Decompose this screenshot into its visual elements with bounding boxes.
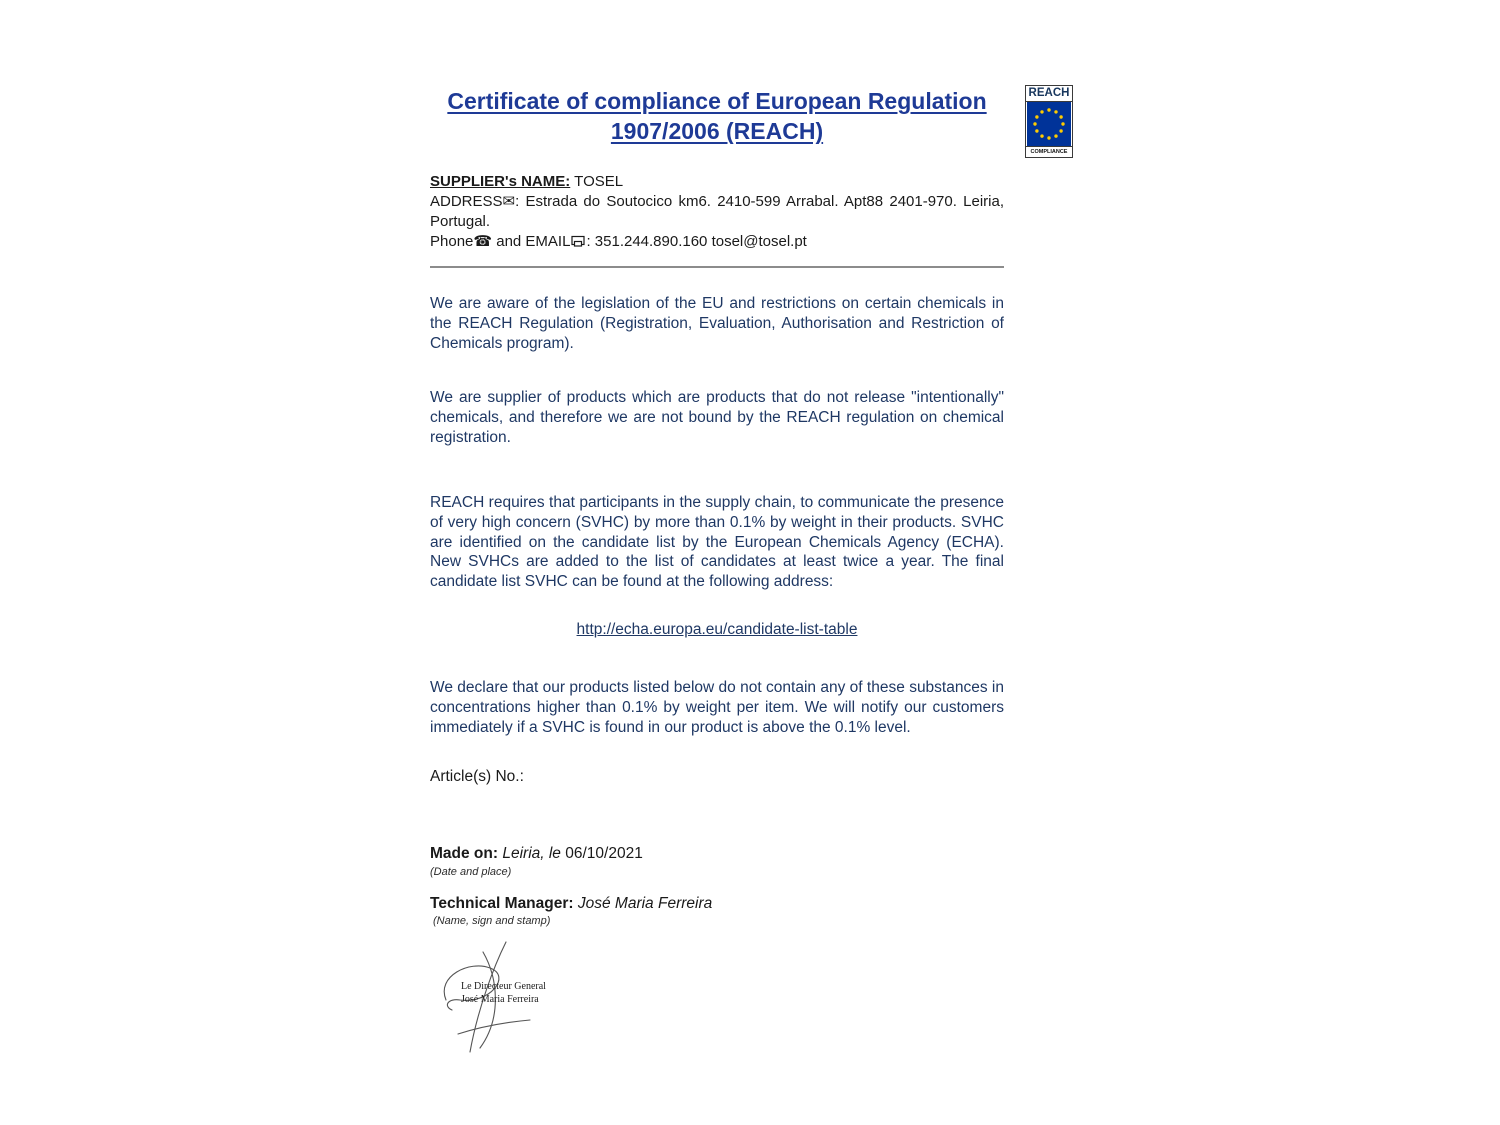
title-line-2: 1907/2006 (REACH) <box>610 118 824 144</box>
paragraph-awareness: We are aware of the legislation of the EU and restrictions on certain chemicals in the REACH Regulation (Registration, Evaluation, Authorisation and Restriction of Chemicals program). <box>430 295 1004 352</box>
eu-flag-icon <box>1026 102 1072 146</box>
supplier-name-value: TOSEL <box>574 173 624 190</box>
stamp-line-1: Le Directeur General <box>461 981 546 992</box>
candidate-list-link[interactable]: http://echa.europa.eu/candidate-list-table <box>576 621 858 638</box>
made-on-line <box>430 845 1004 863</box>
signature-block <box>428 938 588 1058</box>
paragraph-reach-requirements: REACH requires that participants in the supply chain, to communicate the presence of very high concern (SVHC) by more than 0.1% by weight in their products. SVHC are identified on the candidate list by the European Chemicals Agency (ECHA). New SVHCs are added to the list of candidates at least twice a year. The final candidate list SVHC can be found at the following address: <box>430 494 1004 591</box>
made-on-subnote: (Date and place) <box>430 866 512 878</box>
paragraph-declaration: We declare that our products listed below do not contain any of these substances in concentrations higher than 0.1% by weight per item. We will notify our customers immediately if a SVHC is found in our product is above the 0.1% level. <box>430 679 1004 736</box>
phone-icon: ☎ <box>473 233 493 250</box>
divider <box>430 266 1004 268</box>
supplier-block <box>430 172 1004 252</box>
reach-compliance-logo <box>1025 85 1073 158</box>
page-title <box>430 86 1004 146</box>
made-on-label: Made on: <box>430 845 499 862</box>
email-device-icon <box>571 235 585 248</box>
title-line-1: Certificate of compliance of European Regulation <box>447 88 987 114</box>
supplier-address-line <box>430 192 1004 232</box>
stamp-line-2: José Maria Ferreira <box>461 994 539 1005</box>
address-label: ADDRESS <box>430 193 503 210</box>
made-on-date: 06/10/2021 <box>565 845 643 862</box>
supplier-name-line <box>430 172 1004 192</box>
contact-value: : 351.244.890.160 tosel@tosel.pt <box>586 233 807 250</box>
technical-manager-name: José Maria Ferreira <box>577 895 713 912</box>
articles-label: Article(s) No.: <box>430 768 524 785</box>
reach-logo-title: REACH <box>1026 86 1072 102</box>
phone-label: Phone <box>430 233 474 250</box>
paragraph-supplier-statement: We are supplier of products which are products that do not release "intentionally" chemicals, and therefore we are not bound by the REACH regulation on chemical registration. <box>430 389 1004 446</box>
candidate-list-link-row <box>430 621 1004 639</box>
supplier-contact-line <box>430 232 1004 252</box>
technical-manager-line <box>430 895 1004 913</box>
reach-logo-subtitle: COMPLIANCE <box>1026 146 1072 157</box>
technical-manager-subnote: (Name, sign and stamp) <box>433 915 551 927</box>
stamp-text <box>461 980 571 1006</box>
envelope-icon: ✉ <box>502 193 516 210</box>
supplier-name-label: SUPPLIER's NAME: <box>430 173 571 190</box>
made-on-place: Leiria, le <box>502 845 561 862</box>
address-value: : Estrada do Soutocico km6. 2410-599 Arrabal. Apt88 2401-970. Leiria, Portugal. <box>430 193 1004 230</box>
email-label: and EMAIL <box>496 233 571 250</box>
technical-manager-label: Technical Manager: <box>430 895 574 912</box>
